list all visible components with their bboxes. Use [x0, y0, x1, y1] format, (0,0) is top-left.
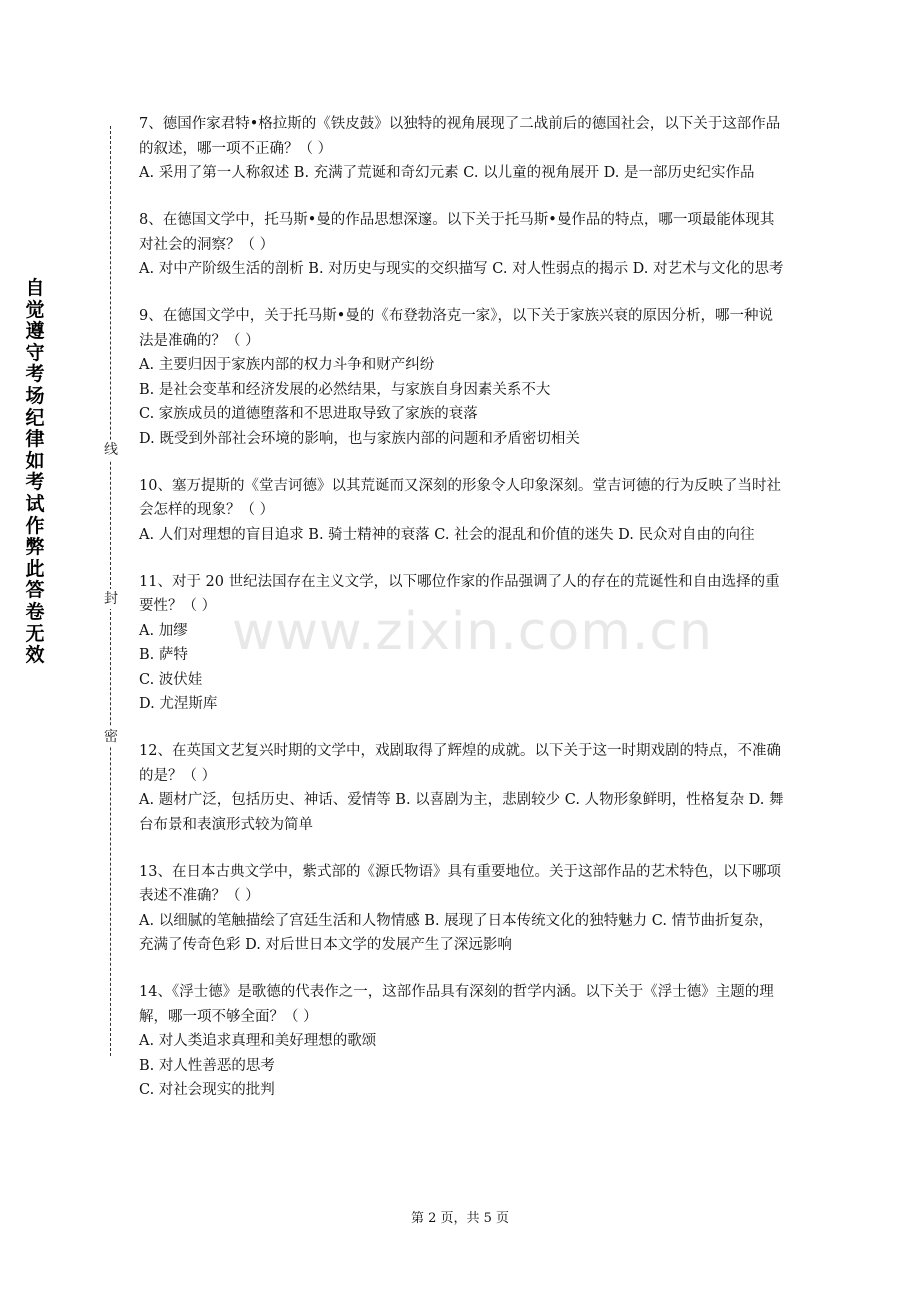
answer-option: C. 波伏娃 [139, 671, 203, 688]
notice-char: 弊 [25, 536, 45, 559]
answer-option: A. 主要归因于家族内部的权力斗争和财产纠纷 [139, 357, 435, 373]
notice-char: 试 [25, 492, 45, 515]
answer-option: A. 以细腻的笔触描绘了宫廷生活和人物情感 B. 展现了日本传统文化的独特魅力 C. 情节曲折复杂，充满了传奇色彩 D. 对后世日本文学的发展产生了深远影响 [139, 912, 774, 953]
answer-option: A. 对人类追求真理和美好理想的歌颂 [139, 1033, 377, 1049]
answer-option: A. 对中产阶级生活的剖析 B. 对历史与现实的交织描写 C. 对人性弱点的揭示 D. 对艺术与文化的思考 [139, 261, 784, 277]
notice-char: 考 [25, 471, 45, 494]
question-block [139, 739, 787, 837]
notice-char: 如 [25, 449, 45, 472]
notice-char: 卷 [25, 600, 45, 623]
answer-option: C. 对社会现实的批判 [139, 1082, 275, 1098]
answer-option: A. 加缪 [139, 622, 188, 639]
watermark: www.zixin.com.cn [232, 602, 713, 662]
answer-option: C. 家族成员的道德堕落和不思进取导致了家族的衰落 [139, 406, 478, 422]
answer-option: D. 既受到外部社会环境的影响，也与家族内部的问题和矛盾密切相关 [139, 430, 580, 447]
notice-char: 场 [25, 384, 45, 407]
notice-char: 自 [25, 277, 45, 299]
notice-char: 此 [25, 557, 45, 580]
question-stem: 9、在德国文学中，关于托马斯•曼的《布登勃洛克一家》，以下关于家族兴衰的原因分析，哪一种说法是准确的？（ ） [139, 308, 774, 349]
question-block [139, 208, 787, 282]
notice-char: 答 [25, 579, 45, 602]
notice-char: 纪 [25, 406, 45, 429]
question-stem: 7、德国作家君特•格拉斯的《铁皮鼓》以独特的视角展现了二战前后的德国社会，以下关于这部作品的叙述，哪一项不正确？（ ） [139, 116, 781, 157]
answer-option: B. 对人性善恶的思考 [139, 1057, 275, 1074]
question-block [139, 474, 787, 548]
binding-label-secret: 密 [101, 727, 121, 747]
question-stem: 12、在英国文艺复兴时期的文学中，戏剧取得了辉煌的成就。以下关于这一时期戏剧的特点，不准确的是？（ ） [139, 743, 781, 784]
question-stem: 13、在日本古典文学中，紫式部的《源氏物语》具有重要地位。关于这部作品的艺术特色，以下哪项表述不准确？（ ） [139, 863, 781, 904]
notice-char: 律 [25, 428, 45, 451]
notice-char: 无 [25, 622, 45, 645]
question-block [139, 980, 787, 1103]
page-footer: 第 2 页，共 5 页 [410, 1211, 510, 1226]
notice-char: 守 [25, 341, 45, 364]
answer-option: D. 尤涅斯库 [139, 696, 218, 712]
question-stem: 10、塞万提斯的《堂吉诃德》以其荒诞而又深刻的形象令人印象深刻。堂吉诃德的行为反映了当时社会怎样的现象？（ ） [139, 477, 781, 518]
question-stem: 14、《浮士德》是歌德的代表作之一，这部作品具有深刻的哲学内涵。以下关于《浮士德》主题的理解，哪一项不够全面？（ ） [139, 984, 774, 1025]
answer-option: A. 人们对理想的盲目追求 B. 骑士精神的衰落 C. 社会的混乱和价值的迷失 D. 民众对自由的向往 [139, 526, 755, 543]
answer-option: A. 采用了第一人称叙述 B. 充满了荒诞和奇幻元素 C. 以儿童的视角展开 D. 是一部历史纪实作品 [139, 165, 755, 181]
question-block [139, 304, 787, 451]
notice-char: 作 [25, 514, 45, 537]
question-block [139, 570, 787, 717]
answer-option: A. 题材广泛，包括历史、神话、爱情等 B. 以喜剧为主，悲剧较少 C. 人物形象鲜明，性格复杂 D. 舞台布景和表演形式较为简单 [139, 792, 784, 833]
notice-char: 觉 [25, 298, 45, 321]
answer-option: B. 是社会变革和经济发展的必然结果，与家族自身因素关系不大 [139, 381, 551, 398]
question-stem: 11、对于 20 世纪法国存在主义文学，以下哪位作家的作品强调了人的存在的荒诞性和自由选择的重要性？（ ） [139, 573, 780, 614]
question-block [139, 860, 787, 958]
notice-char: 效 [25, 644, 45, 667]
exam-discipline-notice [20, 278, 50, 667]
question-stem: 8、在德国文学中，托马斯•曼的作品思想深邃。以下关于托马斯•曼作品的特点，哪一项最能体现其对社会的洞察？（ ） [139, 212, 775, 253]
binding-label-line: 线 [101, 440, 121, 460]
question-list [139, 112, 787, 1125]
answer-option: B. 萨特 [139, 647, 188, 663]
question-block [139, 112, 787, 186]
binding-label-seal: 封 [101, 589, 121, 609]
notice-char: 遵 [25, 320, 45, 343]
notice-char: 考 [25, 363, 45, 386]
